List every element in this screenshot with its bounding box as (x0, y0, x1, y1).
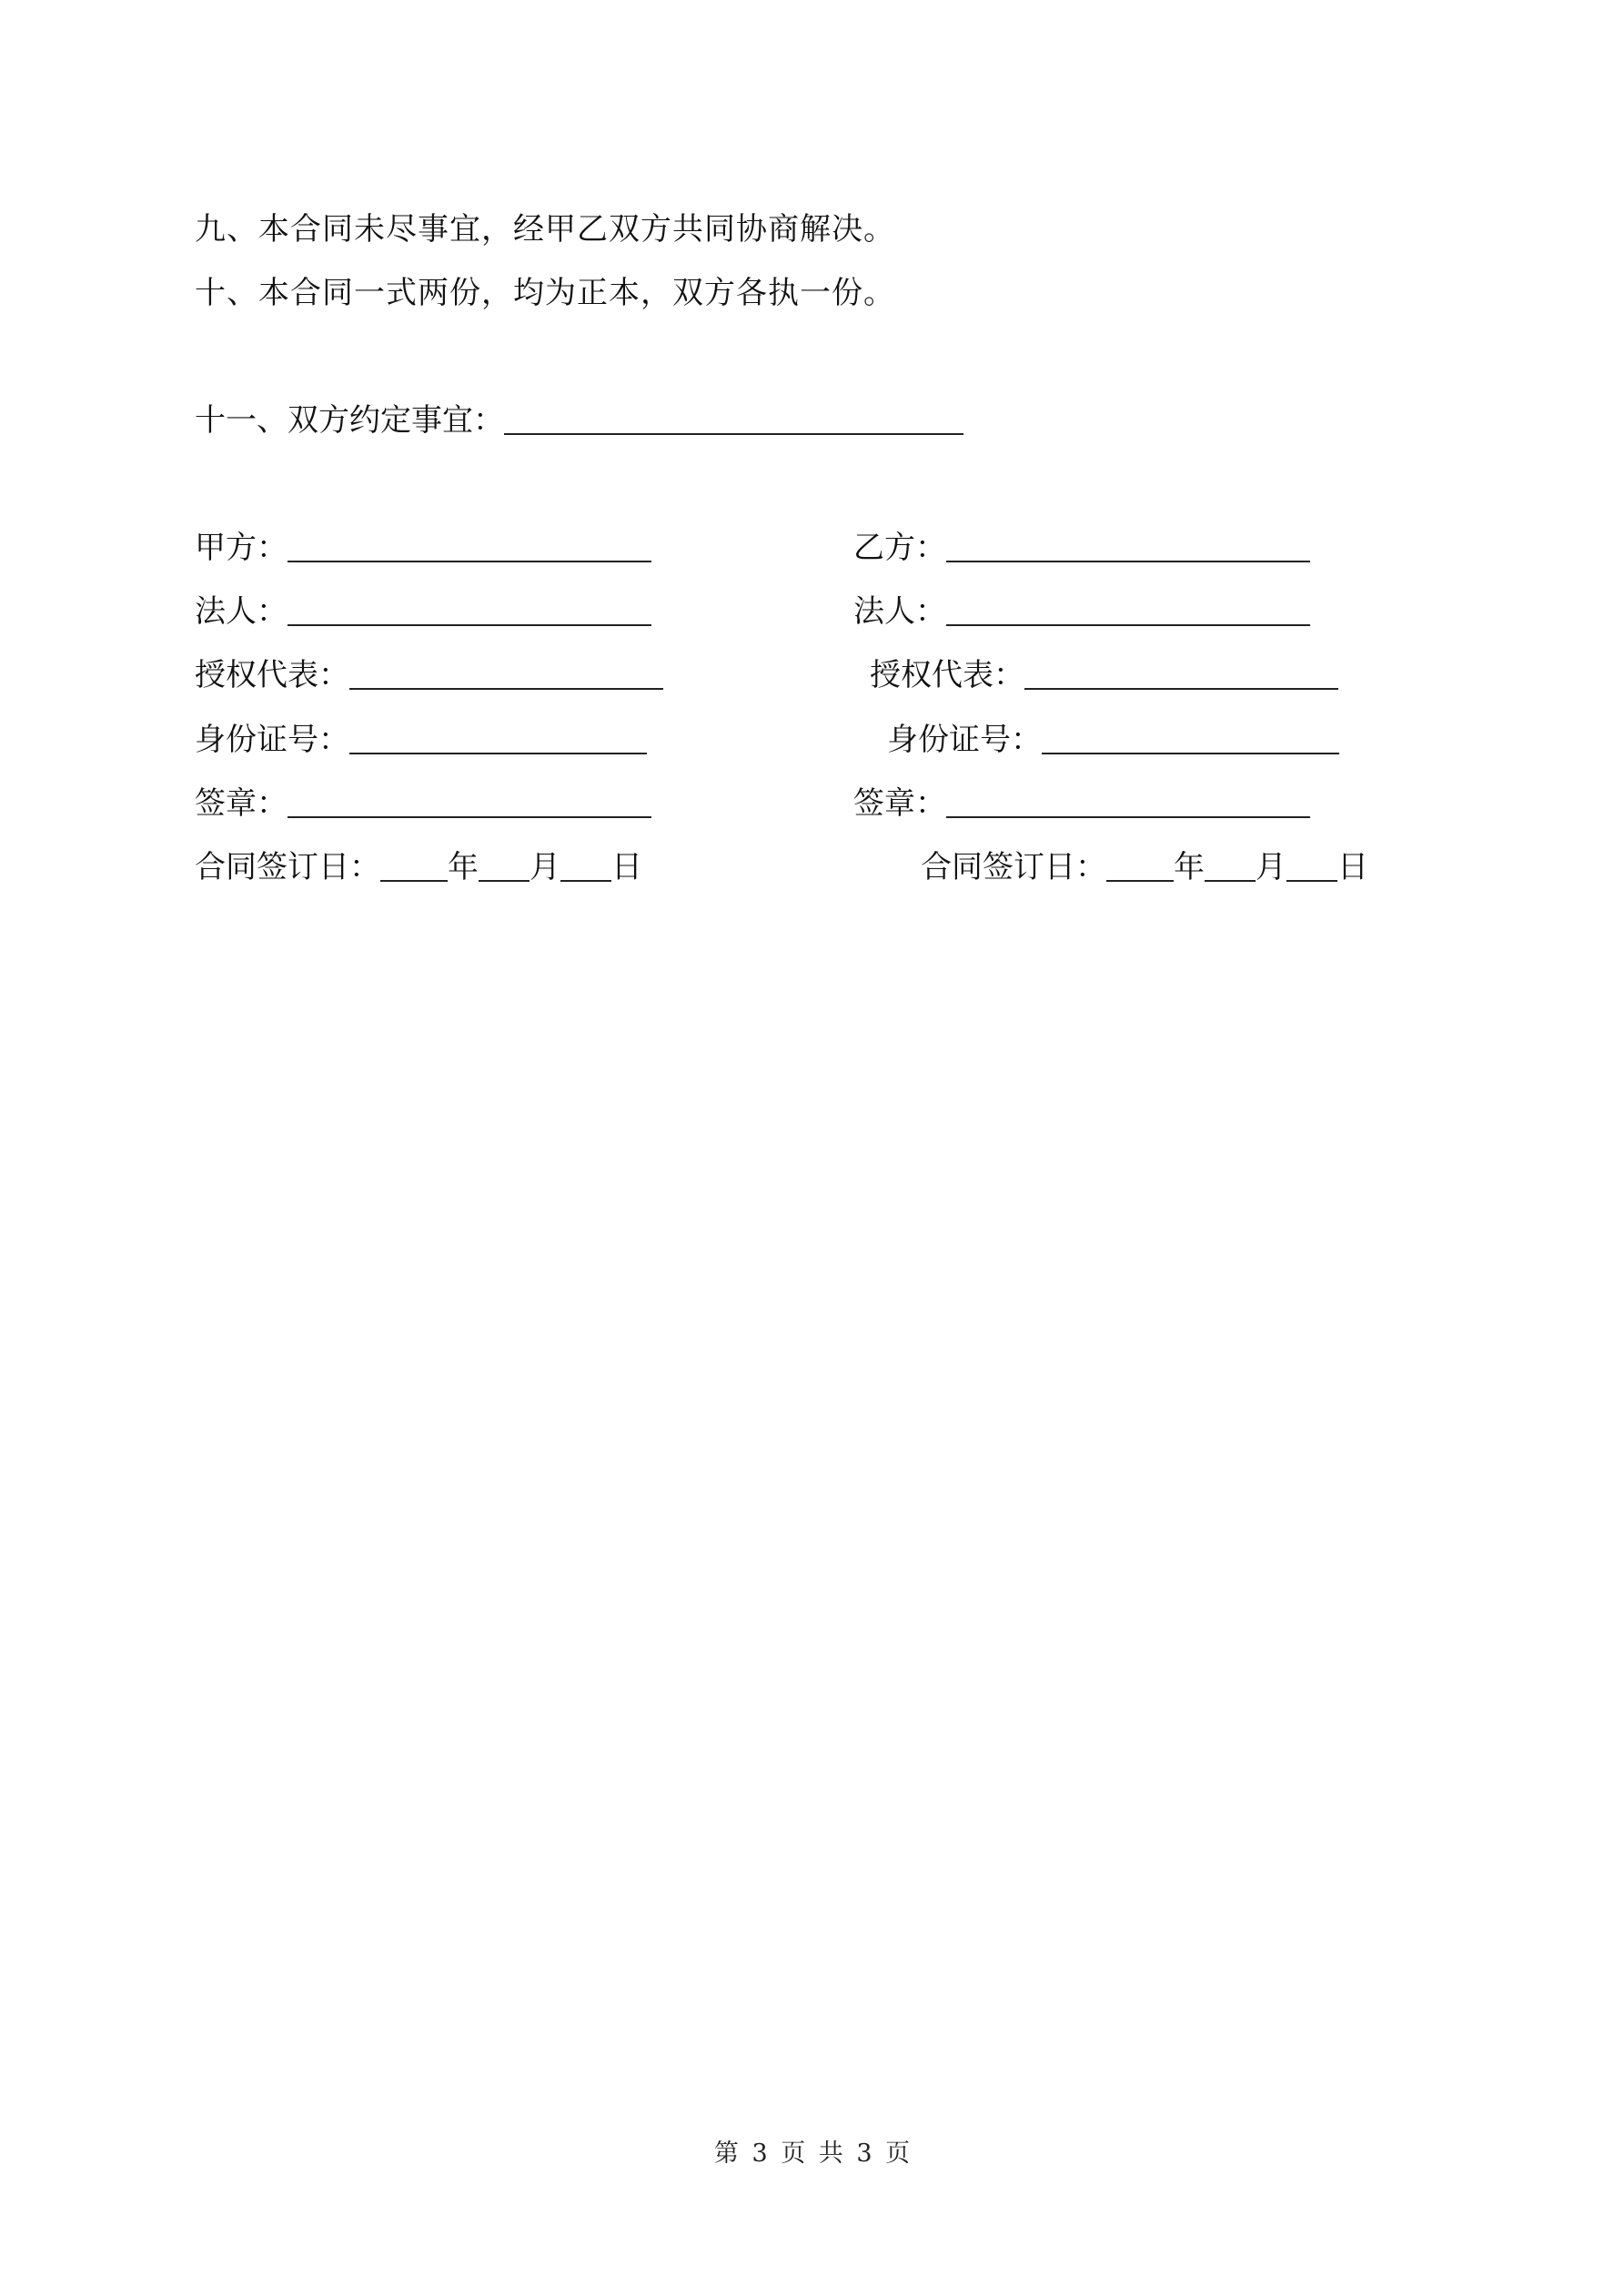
party-b-date-row (921, 849, 1368, 885)
party-a-legal-person-row (195, 593, 651, 630)
party-a-id-blank[interactable] (349, 725, 647, 754)
clause-eleven-label: 十一、双方约定事宜： (195, 402, 504, 439)
party-b-id-row (887, 722, 1339, 758)
party-a-month-blank[interactable] (479, 853, 530, 882)
party-b-representative-row (870, 657, 1338, 693)
party-b-date-label: 合同签订日： (921, 849, 1106, 885)
clause-nine: 九、本合同未尽事宜，经甲乙双方共同协商解决。 (195, 211, 895, 248)
party-b-id-blank[interactable] (1042, 725, 1339, 754)
party-a-year-label: 年 (448, 849, 479, 885)
party-a-id-label: 身份证号： (195, 722, 349, 758)
party-b-name-row (853, 530, 1310, 566)
party-a-day-label: 日 (611, 849, 642, 885)
party-a-legal-person-label: 法人： (195, 593, 287, 630)
party-a-day-blank[interactable] (560, 853, 611, 882)
party-b-seal-row (853, 785, 1310, 822)
party-b-year-label: 年 (1174, 849, 1205, 885)
party-b-representative-label: 授权代表： (870, 657, 1024, 693)
party-a-representative-row (195, 657, 663, 693)
party-b-legal-person-row (853, 593, 1310, 630)
clause-eleven-blank[interactable] (504, 406, 963, 435)
party-b-seal-label: 签章： (853, 785, 946, 822)
party-a-seal-blank[interactable] (287, 789, 651, 818)
party-a-representative-blank[interactable] (349, 661, 663, 690)
party-b-blank[interactable] (946, 533, 1310, 562)
party-b-label: 乙方： (853, 530, 946, 566)
party-b-month-label: 月 (1256, 849, 1286, 885)
party-a-date-row (195, 849, 642, 885)
party-b-representative-blank[interactable] (1024, 661, 1338, 690)
party-b-day-blank[interactable] (1286, 853, 1337, 882)
party-b-month-blank[interactable] (1205, 853, 1256, 882)
party-a-name-row (195, 530, 651, 566)
party-a-year-blank[interactable] (380, 853, 448, 882)
party-b-legal-person-blank[interactable] (946, 597, 1310, 626)
party-b-id-label: 身份证号： (887, 722, 1042, 758)
party-a-month-label: 月 (530, 849, 560, 885)
party-a-id-row (195, 722, 647, 758)
party-a-date-label: 合同签订日： (195, 849, 380, 885)
party-a-label: 甲方： (195, 530, 287, 566)
party-b-year-blank[interactable] (1106, 853, 1174, 882)
party-a-legal-person-blank[interactable] (287, 597, 651, 626)
clause-eleven (195, 402, 963, 439)
party-a-seal-label: 签章： (195, 785, 287, 822)
party-a-seal-row (195, 785, 651, 822)
party-a-blank[interactable] (287, 533, 651, 562)
party-a-representative-label: 授权代表： (195, 657, 349, 693)
party-b-seal-blank[interactable] (946, 789, 1310, 818)
party-b-day-label: 日 (1337, 849, 1368, 885)
page-number: 第 3 页 共 3 页 (713, 2139, 911, 2168)
party-b-legal-person-label: 法人： (853, 593, 946, 630)
clause-ten: 十、本合同一式两份，均为正本，双方各执一份。 (195, 275, 895, 311)
